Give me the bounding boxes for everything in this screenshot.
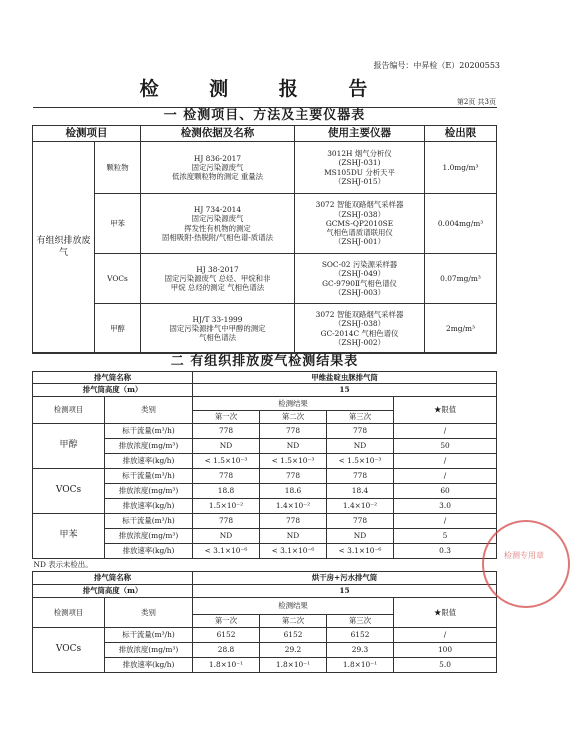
instrument-line: （ZSHJ-038）: [334, 209, 385, 219]
limit-cell: 1.0mg/m³: [425, 142, 497, 194]
category-header: 类别: [105, 598, 193, 628]
value-cell: ND: [327, 439, 394, 454]
category-cell: 排放浓度(mg/m³): [105, 643, 193, 658]
method-line: 挥发性有机物的测定: [184, 223, 251, 233]
item-cell: VOCs: [95, 254, 141, 304]
limit-cell: 2mg/m³: [425, 304, 497, 354]
category-cell: 排放速率(kg/h): [105, 544, 193, 559]
category-cell: 排放速率(kg/h): [105, 658, 193, 673]
value-cell: 6152: [193, 628, 260, 643]
stack-name-label: 排气筒名称: [33, 572, 193, 585]
limit-cell: /: [394, 424, 497, 439]
instrument-line: GC-9790Ⅱ气相色谱仪: [322, 278, 397, 288]
stack-name: 烘干房+污水排气筒: [193, 572, 497, 585]
limit-cell: 60: [394, 484, 497, 499]
run-2-header: 第二次: [260, 615, 327, 628]
inspection-stamp: [482, 520, 570, 608]
value-cell: < 1.5×10⁻³: [260, 454, 327, 469]
item-cell: 甲苯: [95, 194, 141, 254]
header-item: 检测项目: [33, 126, 141, 142]
run-3-header: 第三次: [327, 411, 394, 424]
limit-cell: 50: [394, 439, 497, 454]
limit-cell: 3.0: [394, 499, 497, 514]
category-cell: 排放浓度(mg/m³): [105, 529, 193, 544]
value-cell: ND: [260, 439, 327, 454]
instrument-line: 气相色谱质谱联用仪: [326, 228, 393, 238]
report-number: 报告编号：中昇检（E）20200553: [373, 61, 500, 70]
instrument-line: (ZSHJ-031): [338, 158, 381, 168]
page-number: 第2页 共3页: [456, 98, 496, 106]
value-cell: 778: [260, 514, 327, 529]
value-cell: 1.5×10⁻²: [193, 499, 260, 514]
limit-cell: /: [394, 628, 497, 643]
value-cell: 29.2: [260, 643, 327, 658]
instrument-line: （ZSHJ-001）: [334, 237, 385, 247]
instrument-line: （ZSHJ-038）: [334, 319, 385, 329]
value-cell: 1.4×10⁻²: [327, 499, 394, 514]
header-method: 检测依据及名称: [141, 126, 295, 142]
value-cell: < 1.5×10⁻³: [193, 454, 260, 469]
instrument-line: GCMS-QP2010SE: [325, 218, 394, 228]
method-line: 低浓度颗粒物的测定 重量法: [171, 172, 264, 182]
limit-cell: 0.3: [394, 544, 497, 559]
instrument-cell: [295, 194, 425, 254]
section2-title: 二 有组织排放废气检测结果表: [33, 353, 497, 372]
value-cell: 28.8: [193, 643, 260, 658]
limit-header: ★限值: [394, 397, 497, 424]
instrument-line: 3072 智能双路烟气采样器: [315, 200, 404, 210]
value-cell: ND: [193, 439, 260, 454]
item-cell: 甲醇: [33, 424, 105, 469]
value-cell: < 3.1×10⁻⁶: [260, 544, 327, 559]
category-cell: 排放速率(kg/h): [105, 454, 193, 469]
instrument-line: （ZSHJ-003）: [334, 287, 385, 297]
value-cell: 778: [193, 424, 260, 439]
results-header: 检测结果: [193, 598, 394, 615]
value-cell: 18.6: [260, 484, 327, 499]
limit-cell: 0.07mg/m³: [425, 254, 497, 304]
category-cell: 标干流量(m³/h): [105, 469, 193, 484]
instrument-cell: [295, 254, 425, 304]
value-cell: 1.4×10⁻²: [260, 499, 327, 514]
run-3-header: 第三次: [327, 615, 394, 628]
value-cell: 6152: [327, 628, 394, 643]
limit-cell: 0.004mg/m³: [425, 194, 497, 254]
run-1-header: 第一次: [193, 411, 260, 424]
stack-name: 甲维盐啶虫脒排气筒: [193, 372, 497, 384]
item-cell: VOCs: [33, 469, 105, 514]
value-cell: 1.8×10⁻¹: [193, 658, 260, 673]
method-line: HJ/T 33-1999: [192, 314, 243, 324]
value-cell: 778: [327, 514, 394, 529]
item-cell: VOCs: [33, 628, 105, 673]
page-title: 检 测 报 告: [139, 78, 390, 100]
value-cell: ND: [193, 529, 260, 544]
value-cell: 778: [260, 424, 327, 439]
method-line: 气相色谱法: [199, 333, 236, 343]
value-cell: 18.8: [193, 484, 260, 499]
item-cell: 甲醇: [95, 304, 141, 354]
instrument-cell: [295, 304, 425, 354]
section1-title: 一 检测项目、方法及主要仪器表: [33, 108, 497, 126]
item-header: 检测项目: [33, 598, 105, 628]
stamp-text: 检测专用章: [504, 551, 544, 560]
stack-name-label: 排气筒名称: [33, 372, 193, 384]
value-cell: 778: [327, 469, 394, 484]
value-cell: 1.8×10⁻¹: [260, 658, 327, 673]
category-header: 类别: [105, 397, 193, 424]
value-cell: < 3.1×10⁻⁶: [193, 544, 260, 559]
category-cell: 排放浓度(mg/m³): [105, 484, 193, 499]
limit-cell: 100: [394, 643, 497, 658]
method-cell: [141, 254, 295, 304]
nd-note: ND 表示未检出。: [33, 559, 497, 572]
limit-header: ★限值: [394, 598, 497, 628]
method-line: HJ 734-2014: [193, 205, 242, 214]
method-cell: [141, 194, 295, 254]
limit-cell: /: [394, 469, 497, 484]
value-cell: 778: [193, 469, 260, 484]
value-cell: 29.3: [327, 643, 394, 658]
instrument-line: GC-2014C 气相色谱仪: [320, 328, 399, 338]
value-cell: 778: [327, 424, 394, 439]
methods-table: [32, 107, 497, 354]
method-line: 固定污染源废气 总烃、甲烷和非: [164, 273, 271, 283]
limit-cell: /: [394, 514, 497, 529]
method-cell: [141, 304, 295, 354]
run-1-header: 第一次: [193, 615, 260, 628]
limit-cell: 5: [394, 529, 497, 544]
group-label: 有组织排放废气: [33, 142, 95, 354]
value-cell: 18.4: [327, 484, 394, 499]
instrument-cell: [295, 142, 425, 194]
method-line: 固定污染源废气: [191, 162, 244, 172]
method-line: 甲烷 总烃的测定 气相色谱法: [170, 283, 265, 293]
instrument-line: MS105DU 分析天平: [324, 167, 395, 177]
instrument-line: （ZSHJ-049）: [334, 269, 385, 279]
method-line: 固相吸附-热脱附/气相色谱-质谱法: [162, 232, 273, 242]
method-line: 固定污染源废气: [191, 214, 244, 224]
item-header: 检测项目: [33, 397, 105, 424]
value-cell: < 1.5×10⁻³: [327, 454, 394, 469]
results-header: 检测结果: [193, 397, 394, 411]
category-cell: 排放浓度(mg/m³): [105, 439, 193, 454]
instrument-line: 3012H 烟气分析仪: [327, 149, 392, 158]
stack-height-label: 排气筒高度（m）: [33, 585, 193, 598]
category-cell: 排放速率(kg/h): [105, 499, 193, 514]
stack-height: 15: [193, 384, 497, 397]
limit-cell: /: [394, 454, 497, 469]
category-cell: 标干流量(m³/h): [105, 514, 193, 529]
limit-cell: 5.0: [394, 658, 497, 673]
category-cell: 标干流量(m³/h): [105, 424, 193, 439]
instrument-line: （ZSHJ-015）: [334, 176, 385, 186]
method-line: HJ 836-2017: [193, 153, 242, 163]
value-cell: 6152: [260, 628, 327, 643]
value-cell: < 3.1×10⁻⁶: [327, 544, 394, 559]
value-cell: ND: [327, 529, 394, 544]
header-limit: 检出限: [425, 126, 497, 142]
method-line: HJ 38-2017: [196, 264, 239, 274]
stack-height-label: 排气筒高度（m）: [33, 384, 193, 397]
value-cell: 1.8×10⁻¹: [327, 658, 394, 673]
item-cell: 颗粒物: [95, 142, 141, 194]
run-2-header: 第二次: [260, 411, 327, 424]
item-cell: 甲苯: [33, 514, 105, 559]
instrument-line: （ZSHJ-002）: [334, 337, 385, 347]
instrument-line: SOC-02 污染源采样器: [321, 260, 398, 269]
value-cell: 778: [260, 469, 327, 484]
method-line: 固定污染源排气中甲醇的测定: [169, 323, 266, 333]
results-table: [32, 352, 497, 673]
value-cell: 778: [193, 514, 260, 529]
instrument-line: 3072 智能双路烟气采样器: [315, 310, 404, 319]
category-cell: 标干流量(m³/h): [105, 628, 193, 643]
value-cell: ND: [260, 529, 327, 544]
stack-height: 15: [193, 585, 497, 598]
method-cell: [141, 142, 295, 194]
header-instrument: 使用主要仪器: [295, 126, 425, 142]
